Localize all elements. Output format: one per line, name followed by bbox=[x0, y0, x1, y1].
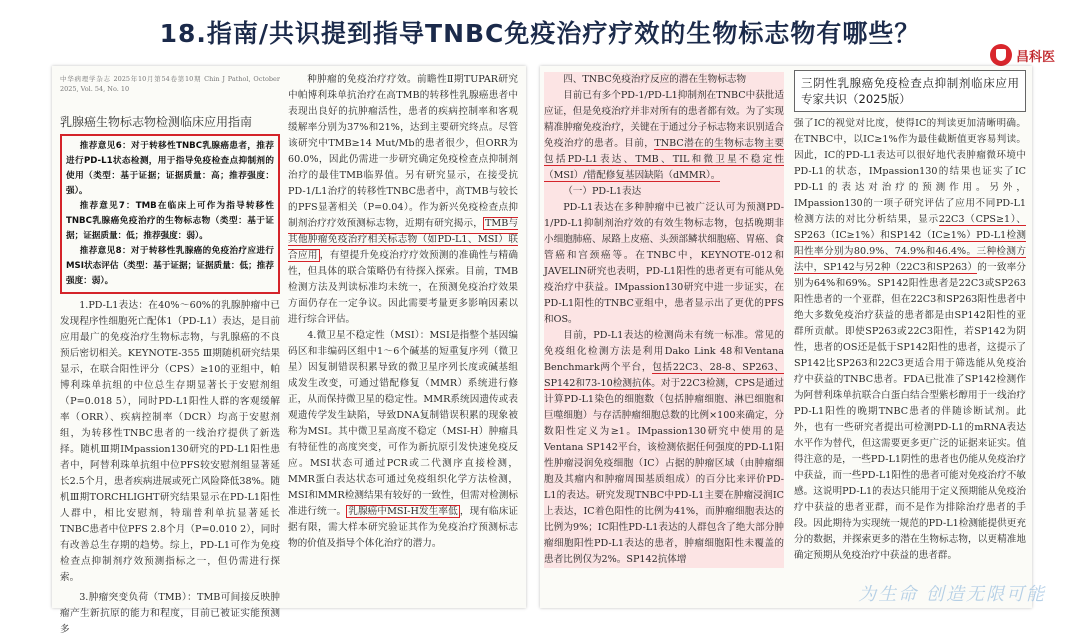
logo-icon bbox=[990, 44, 1012, 66]
recommendation-7: 推荐意见7：TMB在临床上可作为指导转移性TNBC乳腺癌免疫治疗的生物标志物（类型：基于证据；证据质量：低；推荐强度：弱）。 bbox=[66, 201, 274, 241]
slide-title: 18.指南/共识提到指导TNBC免疫治疗疗效的生物标志物有哪些？ bbox=[159, 19, 921, 48]
right-document-page bbox=[540, 66, 1032, 608]
left-doc-column-1 bbox=[60, 66, 280, 638]
msi-highlight: 乳腺癌中MSI-H发生率低 bbox=[348, 506, 458, 517]
brand-logo bbox=[990, 42, 1066, 68]
recommendation-box bbox=[60, 134, 280, 294]
journal-header: 中华病理学杂志 2025年10月第54卷第10期 Chin J Pathol, October 2025, Vol. 54, No. 10 bbox=[60, 75, 280, 93]
left-document-page bbox=[52, 66, 526, 635]
positivity-rate-highlight: 22C3（CPS≥1）、SP263（IC≥1%）和SP142（IC≥1%）PD-L1检测阳性率分别为80.9%、74.9%和46.4%。三种检测方法中，SP142与另2种（22C3和SP263） bbox=[794, 214, 1026, 273]
tmb-combination-highlight: TMB与其他肿瘤免疫治疗相关标志物（如PD-L1、MSI）联合应用 bbox=[288, 218, 519, 261]
tmb-paragraph: 种肿瘤的免疫治疗疗效。前瞻性Ⅱ期TUPAR研究中帕博利珠单抗治疗在高TMB的转移性乳腺癌患者中表现出良好的抗肿瘤活性，患者的疾病控制率和客观缓解率分别为37%和21%，达到主要研究终点。尽管该研究中TMB≥14 Mut/Mb的患者很少，但ORR为60.0%，因此仍需进一步研究确定免疫检查点抑制剂治疗的最佳TMB临界值。另有研究显示，在接受抗PD-1/L1治疗的转移性TNBC患者中，高TMB与较长的PFS显著相关（P=0.04）。作为新兴免疫检查点抑制剂治疗疗效预测标志物，近期有研究揭示， TMB与其他肿瘤免疫治疗相关标志物（如PD-L1、MSI）联合应用 ，有望提升免疫治疗疗效预测的准确性与精确性，但具体的联合策略仍有待探入探索。目前，TMB检测方法及判读标准均未统一，在预测免疫治疗效果方面仍存在一定争议。因此需要考量更多影响因素以进行综合评估。 bbox=[288, 74, 519, 325]
section-title: 四、TNBC免疫治疗反应的潜在生物标志物 bbox=[563, 74, 747, 85]
recommendation-6: 推荐意见6：对于转移性TNBC乳腺癌患者，推荐进行PD-L1状态检测，用于指导免疫检查点抑制剂的使用（类型：基于证据；证据质量：高；推荐强度：强）。 bbox=[66, 141, 274, 196]
msi-paragraph: 4.微卫星不稳定性（MSI）：MSI是指整个基因编码区和非编码区组中1～6个碱基的短重复序列（微卫星）因复制错误积累导致的微卫星序列长度或碱基组成发生改变，可通过错配修复（MMR）系统进行修正，从而保持微卫星的稳定性。MMR系统因遗传或表观遗传学发生缺陷，导致DNA复制错误积累的现象被称为MSI。其中微卫星高度不稳定（MSI-H）肿瘤具有特征性的高度突变，可作为新抗原引发快速免疫反应。MSI状态可通过PCR或二代测序直接检测，MMR蛋白表达状态可通过免疫组织化学方法检测，MSI和MMR检测结果有较好的一致性，但需对检测标准进行统一。 乳腺癌中MSI-H发生率低 ，现有临床证据有限，需大样本研究验证其作为免疫治疗预测标志物的价值及指导个体化治疗的潜力。 bbox=[288, 330, 519, 549]
pdl1-assay-paragraph: 目前，PD-L1表达的检测尚未有统一标准。常见的免疫组化检测方法是利用Dako Link 48和Ventana Benchmark两个平台，包括22C3、28-8、SP263、SP142和73-10检测抗体。对于22C3检测，CPS是通过计算PD-L1染色的细胞数（包括肿瘤细胞、淋巴细胞和巨噬细胞）与存活肿瘤细胞总数的比例×100来确定，分数阳性定义为≥1。IMpassion130研究中使用的是Ventana SP142平台，该检测依据任何强度的PD-L1阳性肿瘤浸润免疫细胞（IC）占据的肿瘤区域（由肿瘤细胞及其瘤内和肿瘤周围基质组成）的百分比来评价PD-L1的表达。研究发现TNBC中PD-L1主要在肿瘤浸润IC上表达，IC着色阳性的比例为41%，而肿瘤细胞表达的比例为9%；IC阳性PD-L1表达的人群包含了绝大部分肿瘤细胞阳性PD-L1表达的患者，肿瘤细胞阳性未覆盖的患者比例仅为2%。SP142抗体增 bbox=[544, 330, 784, 565]
biomarker-intro: 目前已有多个PD-1/PD-L1抑制剂在TNBC中获批适应证，但是免疫治疗并非对所有的患者都有效。为了实现精准肿瘤免疫治疗，关键在于通过分子标志物来识别适合免疫治疗的患者。目前，TNBC潜在的生物标志物主要包括PD-L1表达、TMB、TIL和微卫星不稳定性（MSI）/错配修复基因缺陷（dMMR）。 bbox=[544, 90, 784, 181]
right-doc-column-1 bbox=[544, 72, 784, 568]
antibody-list-highlight: 包括22C3、28-8、SP263、SP142和73-10检测抗体 bbox=[544, 362, 784, 389]
slogan-watermark: 为生命 创造无限可能 bbox=[858, 584, 1046, 605]
pdl1-subsection-title: （一）PD-L1表达 bbox=[563, 186, 642, 197]
pdl1-paragraph: 1.PD-L1表达：在40%～60%的乳腺肿瘤中已发现程序性细胞死亡配体1（PD-L1）表达，是目前应用最广的免疫治疗生物标志物，与乳腺癌的不良预后密切相关。KEYNOTE-355 Ⅲ期随机研究结果显示，在联合阳性评分（CPS）≥10的亚组中，帕博利珠单抗组的中位总生存期显著长于安慰剂组（P=0.018 5），同时PD-L1阳性人群的客观缓解率（ORR）、疾病控制率（DCR）均高于安慰剂组，为转移性TNBC患者的一线治疗提供了新选择。随机Ⅲ期IMpassion130研究的PD-L1阳性患者中，阿替利珠单抗组中位PFS较安慰剂组显著延长2.5个月，患者疾病进展或死亡风险降低38%。随机Ⅲ期TORCHLIGHT研究结果显示在PD-L1阳性人群中，相比安慰剂，特瑞普利单抗显著延长TNBC患者中位PFS 2.8个月（P=0.010 2），同时有改善总生存期的趋势。综上，PD-L1可作为免疫检查点抑制剂疗效预测指标之一，但仍需进行探索。 bbox=[60, 300, 280, 583]
assay-comparison-paragraph: 强了IC的视觉对比度，使得IC的判读更加清晰明确。在TNBC中，以IC≥1%作为最佳截断值更容易判读。因此，IC的PD-L1表达可以很好地代表肿瘤微环境中PD-L1的状态，IMpassion130的结果也证实了IC PD-L1的表达对治疗的预测作用。另外，IMpassion130的一项子研究评估了应用不同PD-L1检测方法的对比分析结果，显示22C3（CPS≥1）、SP263（IC≥1%）和SP142（IC≥1%）PD-L1检测阳性率分别为80.9%、74.9%和46.4%。三种检测方法中，SP142与另2种（22C3和SP263）的一致率分别为64%和69%。SP142阳性患者是22C3或SP263阳性患者的一个亚群，但在22C3和SP263阳性患者中绝大多数免疫治疗获益的患者都是由SP142阳性的亚群所贡献。即使SP263或22C3阳性，若SP142为阴性，患者的OS还是低于SP142阳性的患者，这提示了SP142比SP263和22C3更适合用于筛选能从免疫治疗中获益的TNBC患者。FDA已批准了SP142检测作为阿替利珠单抗联合白蛋白结合型紫杉醇用于一线治疗PD-L1阳性的晚期TNBC患者的伴随诊断试剂。此外，也有一些研究者提出可检测PD-L1的mRNA表达水平作为替代，但这需要更多更广泛的证据来证实。值得注意的是，一些PD-L1阴性的患者也仍能从免疫治疗中获益，而一些PD-L1阳性的患者可能对免疫治疗不敏感。这说明PD-L1的表达只能用于定义预期能从免疫治疗中获益的患者亚群，而不是作为排除治疗患者的手段。因此期待为实现统一规范的PD-L1检测能提供更充分的数据，并探索更多的潜在生物标志物，以更精准地确定预期从免疫治疗中获益的患者群。 bbox=[794, 118, 1026, 561]
recommendation-8: 推荐意见8：对于转移性乳腺癌的免疫治疗应进行MSI状态评估（类型：基于证据；证据质量：低；推荐强度：弱）。 bbox=[66, 246, 274, 286]
pdl1-evidence-paragraph: PD-L1表达在多种肿瘤中已被广泛认可为预测PD-1/PD-L1抑制剂治疗效的有效生物标志物，包括晚期非小细胞肺癌、尿路上皮癌、头颈部鳞状细胞癌、胃癌、食管癌和宫颈癌等。在TNBC中，KEYNOTE-012和JAVELIN研究也表明，PD-L1阳性的患者更有可能从免疫治疗中获益。IMpassion130研究中进一步证实，在PD-L1阳性的TNBC亚组中，患者显示出了更优的PFS和OS。 bbox=[544, 202, 784, 325]
logo-text: 昌科医 bbox=[1016, 50, 1056, 65]
biomarker-list-highlight: TNBC潜在的生物标志物主要包括PD-L1表达、TMB、TIL和微卫星不稳定性（MSI）/错配修复基因缺陷（dMMR）。 bbox=[544, 138, 784, 181]
tmb-paragraph-start: 3.肿瘤突变负荷（TMB）：TMB可间接反映肿瘤产生新抗原的能力和程度，目前已被证实能预测多 bbox=[60, 592, 280, 635]
right-doc-column-2 bbox=[794, 66, 1026, 564]
left-doc-column-2 bbox=[288, 72, 518, 552]
guideline-heading: 乳腺癌生物标志物检测临床应用指南 bbox=[60, 115, 253, 129]
consensus-title-box: 三阴性乳腺癌免疫检查点抑制剂临床应用专家共识（2025版） bbox=[794, 70, 1026, 112]
